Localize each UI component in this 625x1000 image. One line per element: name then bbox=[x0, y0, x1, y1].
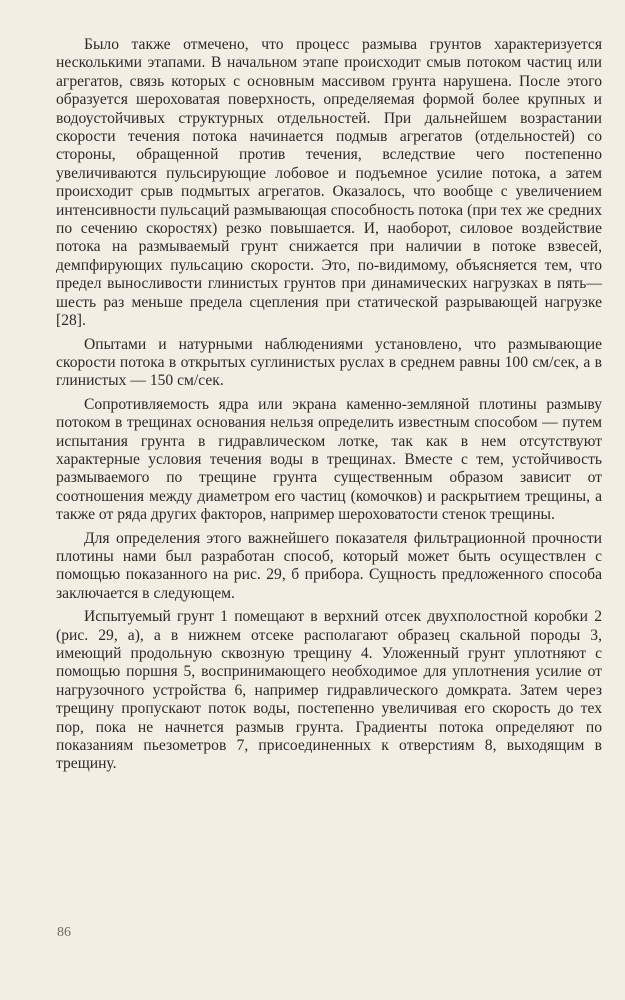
paragraph-erosion-velocities: Опытами и натурными наблюдениями установлено, что размывающие скорости потока в открытых суглинистых руслах в среднем равны 100 см/сек, а в глинистых — 150 см/сек. bbox=[56, 335, 602, 390]
page-number: 86 bbox=[57, 925, 71, 940]
paragraph-test-procedure: Испытуемый грунт 1 помещают в верхний отсек двухполостной коробки 2 (рис. 29, а), а в нижнем отсеке располагают образец скальной породы 3, имеющий продольную сквозную трещину 4. Уложенный грунт уплотняют с помощью поршня 5, воспринимающего необходимое для уплотнения усилие от нагрузочного устройства 6, например гидравлического домкрата. Затем через трещину пропускают поток воды, постепенно увеличивая его скорость до тех пор, пока не начнется размыв грунта. Градиенты потока определяют по показаниям пьезометров 7, присоединенных к отверстиям 8, выходящим в трещину. bbox=[56, 608, 602, 773]
paragraph-method-intro: Для определения этого важнейшего показателя фильтрационной прочности плотины нами был разработан способ, который может быть осуществлен с помощью показанного на рис. 29, б прибора. Сущность предложенного способа заключается в следующем. bbox=[56, 529, 602, 602]
paragraph-erosion-stages: Было также отмечено, что процесс размыва грунтов характеризуется несколькими этапами. В начальном этапе происходит смыв потоком частиц или агрегатов, связь которых с основным массивом грунта нарушена. После этого образуется шероховатая поверхность, определяемая формой более крупных и водоустойчивых структурных отдельностей. При дальнейшем возрастании скорости течения потока начинается подмыв агрегатов (отдельностей) со стороны, обращенной против течения, вследствие чего постепенно увеличиваются пульсирующие лобовое и подъемное усилие потока, а затем происходит срыв подмытых агрегатов. Оказалось, что вообще с увеличением интенсивности пульсаций размывающая способность потока (при тех же средних по сечению скоростях) резко повышается. И, наоборот, силовое воздействие потока на размываемый грунт снижается при наличии в потоке взвесей, демпфирующих пульсацию скорости. Это, по-видимому, объясняется тем, что предел выносливости глинистых грунтов при динамических нагрузках в пять—шесть раз меньше предела сцепления при статической разрывающей нагрузке [28]. bbox=[56, 36, 602, 330]
body-text bbox=[56, 36, 602, 779]
paragraph-core-resistance: Сопротивляемость ядра или экрана каменно-земляной плотины размыву потоком в трещинах основания нельзя определить известным способом — путем испытания грунта в гидравлическом лотке, так как в нем отсутствуют характерные условия течения воды в трещинах. Вместе с тем, устойчивость размываемого по трещине грунта существенным образом зависит от соотношения между диаметром его частиц (комочков) и раскрытием трещины, а также от ряда других факторов, например шероховатости стенок трещины. bbox=[56, 395, 602, 524]
